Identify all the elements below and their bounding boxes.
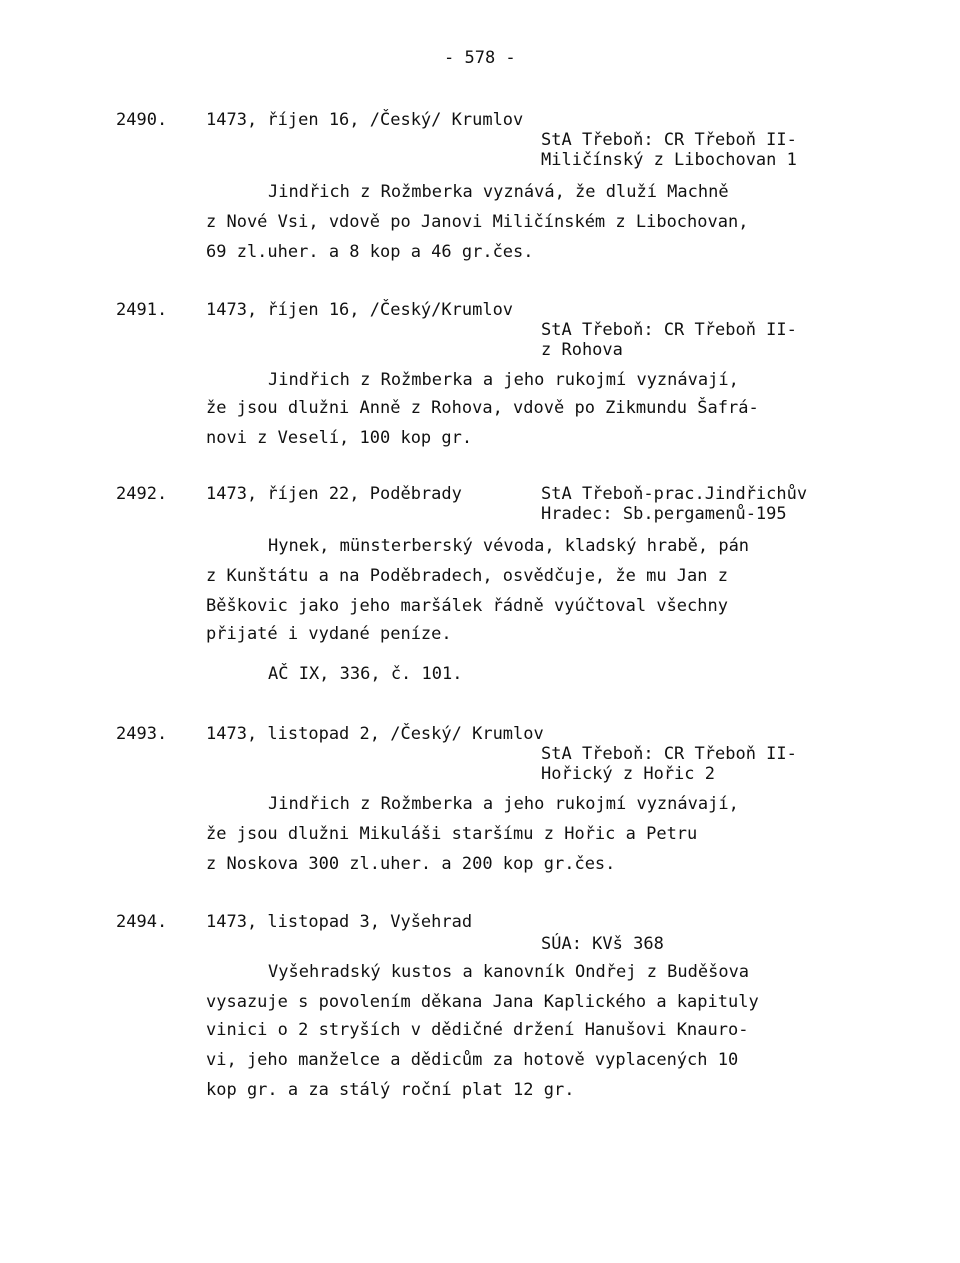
entry-number: 2491. <box>116 300 168 320</box>
entry-text-line: že jsou dlužni Anně z Rohova, vdově po Zikmundu Šafrá- <box>206 398 759 418</box>
entry-text-line: z Nové Vsi, vdově po Janovi Miličínském z Libochovan, <box>206 212 749 232</box>
entry-source: StA Třeboň-prac.Jindřichův <box>541 484 808 504</box>
entry-text-line: novi z Veselí, 100 kop gr. <box>206 428 473 448</box>
entry-number: 2492. <box>116 484 168 504</box>
entry-text-line: Jindřich z Rožmberka vyznává, že dluží Machně <box>268 182 729 202</box>
entry-source: Miličínský z Libochovan 1 <box>541 150 797 170</box>
entry-text-line: přijaté i vydané peníze. <box>206 624 452 644</box>
entry-heading: 1473, říjen 22, Poděbrady <box>206 484 462 504</box>
entry-text-line: Běškovic jako jeho maršálek řádně vyúčtoval všechny <box>206 596 728 616</box>
page-number: - 578 - <box>444 48 516 68</box>
entry-heading: 1473, říjen 16, /Český/Krumlov <box>206 300 514 320</box>
entry-text-line: Hynek, münsterberský vévoda, kladský hrabě, pán <box>268 536 750 556</box>
entry-source: Hradec: Sb.pergamenů-195 <box>541 504 787 524</box>
entry-text-line: 69 zl.uher. a 8 kop a 46 gr.čes. <box>206 242 534 262</box>
entry-text-line: Jindřich z Rožmberka a jeho rukojmí vyznávají, <box>268 794 739 814</box>
entry-text-line: vi, jeho manželce a dědicům za hotově vyplacených 10 <box>206 1050 739 1070</box>
entry-text-line: kop gr. a za stálý roční plat 12 gr. <box>206 1080 575 1100</box>
entry-reference: AČ IX, 336, č. 101. <box>268 664 463 684</box>
entry-heading: 1473, listopad 3, Vyšehrad <box>206 912 473 932</box>
entry-text-line: Jindřich z Rožmberka a jeho rukojmí vyznávají, <box>268 370 739 390</box>
entry-source: Hořický z Hořic 2 <box>541 764 715 784</box>
entry-source: StA Třeboň: CR Třeboň II- <box>541 744 797 764</box>
entry-source: z Rohova <box>541 340 623 360</box>
entry-text-line: Vyšehradský kustos a kanovník Ondřej z Buděšova <box>268 962 750 982</box>
entry-text-line: z Noskova 300 zl.uher. a 200 kop gr.čes. <box>206 854 616 874</box>
entry-text-line: z Kunštátu a na Poděbradech, osvědčuje, že mu Jan z <box>206 566 728 586</box>
entry-source: StA Třeboň: CR Třeboň II- <box>541 130 797 150</box>
entry-source: SÚA: KVš 368 <box>541 934 664 954</box>
entry-number: 2494. <box>116 912 168 932</box>
entry-text-line: vysazuje s povolením děkana Jana Kaplického a kapituly <box>206 992 759 1012</box>
entry-number: 2493. <box>116 724 168 744</box>
entry-text-line: vinici o 2 stryších v dědičné držení Hanušovi Knauro- <box>206 1020 749 1040</box>
entry-source: StA Třeboň: CR Třeboň II- <box>541 320 797 340</box>
entry-heading: 1473, říjen 16, /Český/ Krumlov <box>206 110 524 130</box>
entry-text-line: že jsou dlužni Mikuláši staršímu z Hořic a Petru <box>206 824 698 844</box>
entry-heading: 1473, listopad 2, /Český/ Krumlov <box>206 724 544 744</box>
entry-number: 2490. <box>116 110 168 130</box>
